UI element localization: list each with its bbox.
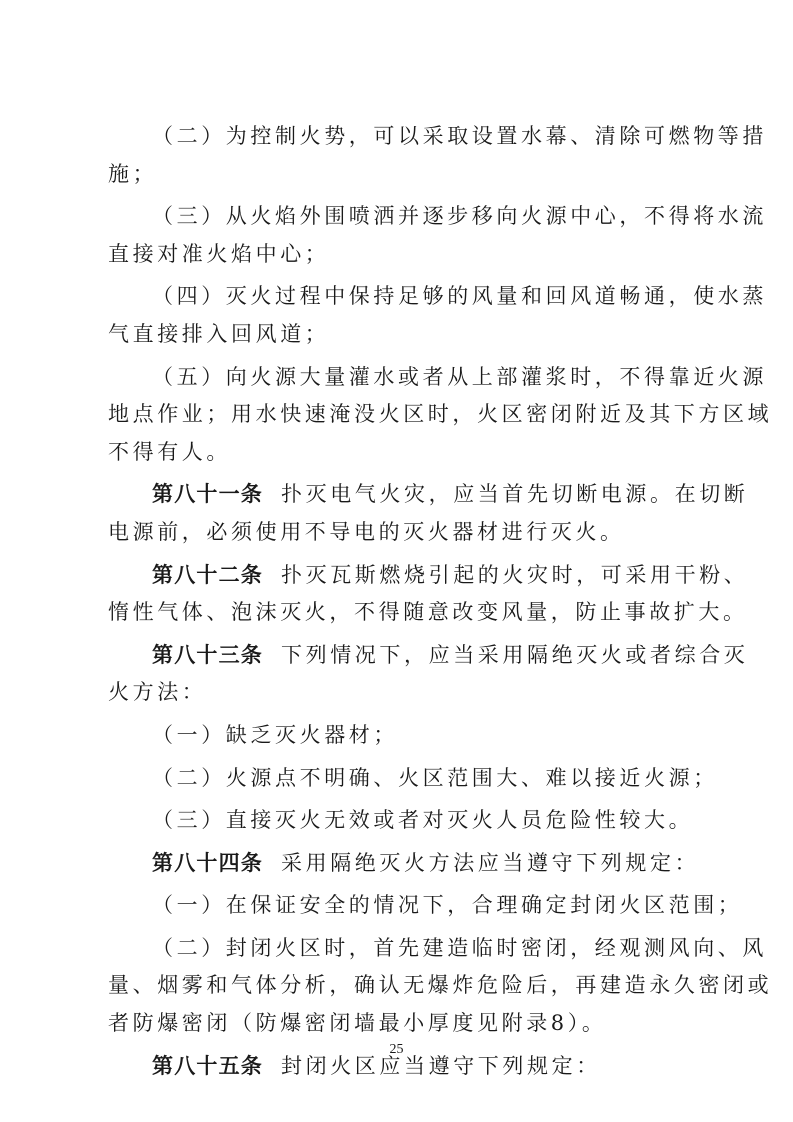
paragraph: [108, 198, 767, 273]
text-line: 气直接排入回风道；: [108, 321, 330, 346]
article-number: 第八十五条: [152, 1053, 263, 1078]
text-line: 地点作业；用水快速淹没火区时，火区密闭附近及其下方区域: [108, 402, 773, 427]
text-line: 量、烟雾和气体分析，确认无爆炸危险后，再建造永久密闭或: [108, 973, 773, 998]
text-line: 不得有人。: [108, 439, 231, 464]
article-number: 第八十一条: [152, 482, 263, 507]
paragraph: [108, 717, 692, 755]
text-line: 惰性气体、泡沫灭火，不得随意改变风量，防止事故扩大。: [108, 600, 748, 625]
text-line: [108, 476, 749, 514]
text-line: [108, 557, 749, 595]
text-line: （二）火源点不明确、火区范围大、难以接近火源；: [152, 765, 718, 790]
text-line: [108, 845, 700, 883]
text-line: （二）为控制火势，可以采取设置水幕、清除可燃物等措: [152, 124, 767, 148]
text-line: 直接对准火焰中心；: [108, 241, 330, 266]
page-number: 25: [389, 1042, 404, 1057]
paragraph: [108, 887, 743, 925]
text-line: 者防爆密闭（防爆密闭墙最小厚度见附录8）。: [108, 1011, 607, 1036]
article-text: 采用隔绝灭火方法应当遵守下列规定：: [281, 850, 700, 875]
article-paragraph: [108, 557, 749, 632]
text-line: （一）缺乏灭火器材；: [152, 722, 398, 747]
text-line: （三）直接灭火无效或者对灭火人员危险性较大。: [152, 808, 694, 833]
paragraph: [108, 930, 773, 1043]
paragraph: [108, 359, 773, 472]
article-text: 封闭火区应当遵守下列规定：: [281, 1053, 601, 1078]
article-paragraph: [108, 637, 749, 712]
text-line: （五）向火源大量灌水或者从上部灌浆时，不得靠近火源: [152, 364, 767, 389]
text-line: （四）灭火过程中保持足够的风量和回风道畅通，使水蒸: [152, 284, 767, 309]
article-paragraph: [108, 476, 749, 551]
article-number: 第八十四条: [152, 850, 263, 875]
article-text: 扑灭瓦斯燃烧引起的火灾时，可采用干粉、: [281, 562, 749, 587]
article-paragraph: [108, 845, 700, 883]
paragraph: [108, 802, 692, 840]
text-line: （一）在保证安全的情况下，合理确定封闭火区范围；: [152, 893, 743, 918]
text-line: [108, 637, 749, 675]
article-number: 第八十三条: [152, 642, 263, 667]
paragraph: [108, 278, 767, 353]
text-line: （二）封闭火区时，首先建造临时密闭，经观测风向、风: [152, 935, 767, 960]
paragraph: [108, 118, 767, 193]
text-line: （三）从火焰外围喷洒并逐步移向火源中心，不得将水流: [152, 204, 767, 229]
text-line: 施；: [108, 161, 158, 186]
article-text: 下列情况下，应当采用隔绝灭火或者综合灭: [281, 642, 749, 667]
text-line: 电源前，必须使用不导电的灭火器材进行灭火。: [108, 519, 625, 544]
text-line: 火方法：: [108, 680, 207, 705]
article-text: 扑灭电气火灾，应当首先切断电源。在切断: [281, 482, 749, 507]
article-number: 第八十二条: [152, 562, 263, 587]
paragraph: [108, 760, 718, 798]
document-body: [108, 118, 773, 1085]
